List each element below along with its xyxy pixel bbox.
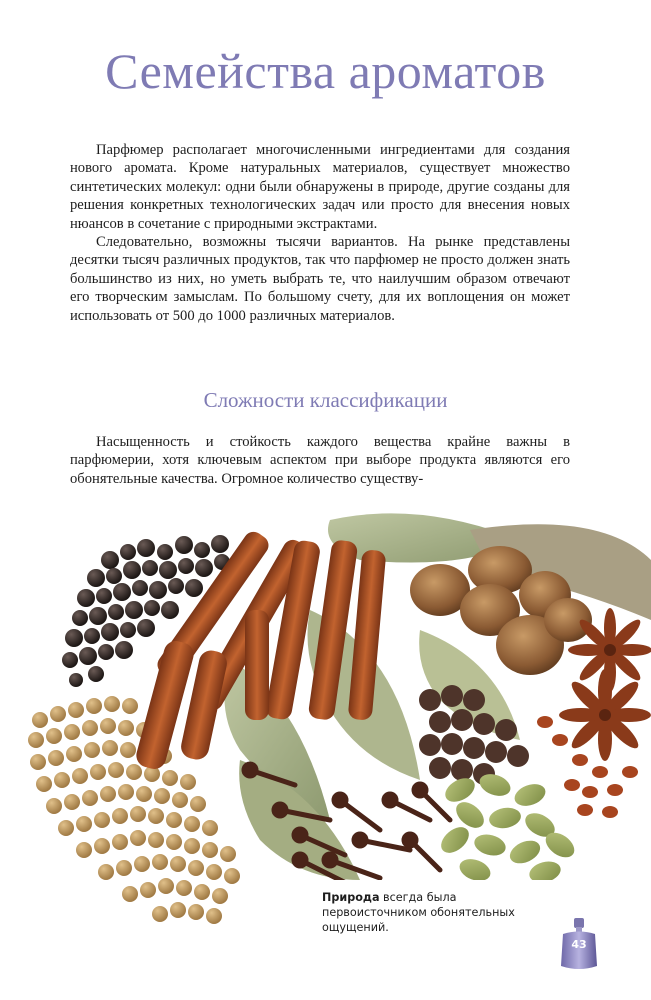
- page-number: 43: [571, 938, 587, 951]
- paragraph-3: Насыщенность и стойкость каждого вещества крайне важны в парфюмерии, хотя ключевым аспектом при выборе продукта являются его обонятельные качества. Огромное количество существу-: [70, 434, 570, 487]
- intro-text: [70, 141, 570, 325]
- section-text: [70, 433, 570, 488]
- cardamom: [436, 770, 579, 886]
- page-title: Семейства ароматов: [105, 43, 546, 99]
- section-heading: Сложности классификации: [203, 388, 448, 412]
- allspice: [419, 685, 529, 785]
- caption-text: всегда была первоисточником обонятельных ощущений.: [322, 891, 515, 934]
- paragraph-1: Парфюмер располагает многочисленными ингредиентами для создания нового аромата. Кроме натуральных материалов, существует множество синтетических молекул: одни были обнаружены в природе, другие созданы для решения конкретных технологических задач или просто для внесения новых нюансов в сочетание с природными экстрактами.: [70, 142, 570, 232]
- paragraph-2: Следовательно, возможны тысячи вариантов. На рынке представлены десятки тысяч различных продуктов, так что парфюмер не просто должен знать большинство из них, но уметь выбрать те, что наилучшим образом отвечают его творческим замыслам. По большому счету, для их воплощения он может использовать от 500 до 1000 различных материалов.: [70, 234, 570, 324]
- caption-bold: Природа: [322, 891, 380, 904]
- photo-caption: [322, 890, 562, 935]
